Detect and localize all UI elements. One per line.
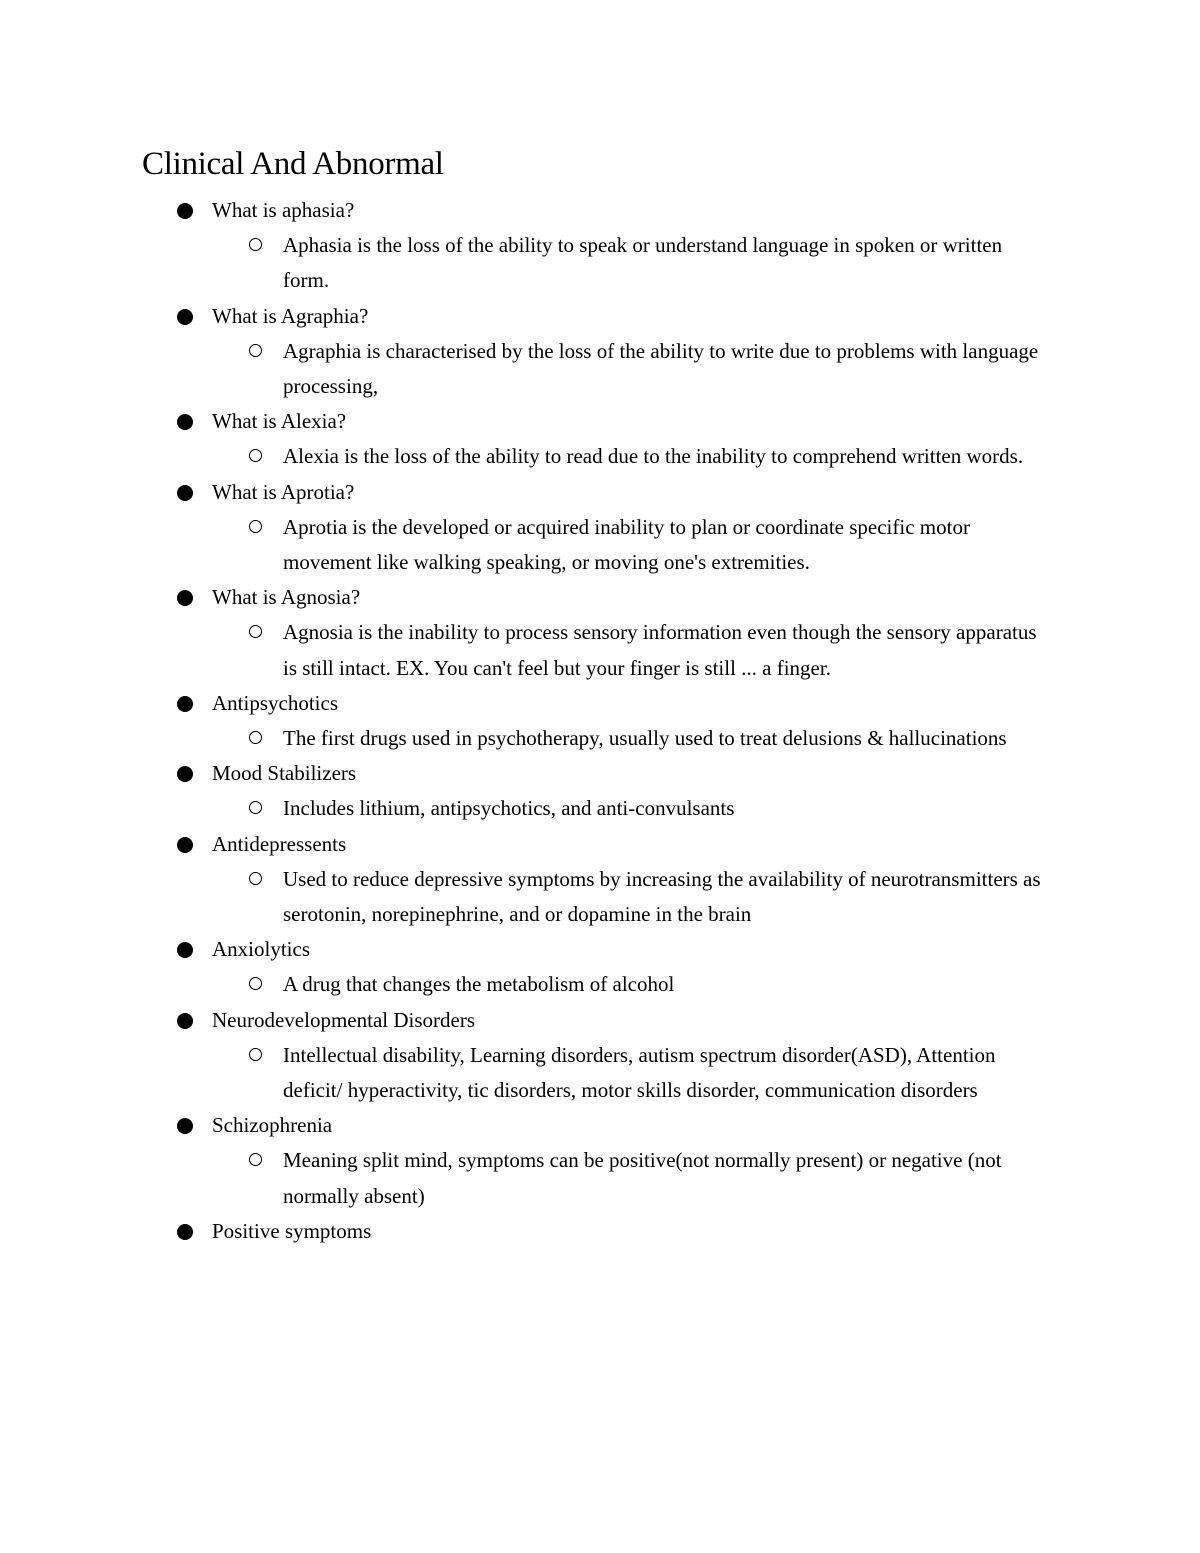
sub-list-item — [0, 791, 1048, 826]
hollow-bullet-icon — [249, 520, 262, 533]
list-item — [0, 932, 1052, 1002]
sub-list-item — [0, 967, 1048, 1002]
filled-bullet-icon — [177, 309, 193, 325]
hollow-bullet-icon — [249, 977, 262, 990]
filled-bullet-icon — [177, 696, 193, 712]
list-item — [0, 580, 1052, 686]
list-item — [0, 404, 1052, 474]
list-item — [0, 827, 1052, 933]
sub-list — [212, 439, 1052, 474]
filled-bullet-icon — [177, 837, 193, 853]
sub-list — [212, 721, 1052, 756]
filled-bullet-icon — [177, 590, 193, 606]
hollow-bullet-icon — [249, 449, 262, 462]
list-item — [0, 299, 1052, 405]
list-item-label: Neurodevelopmental Disorders — [212, 1007, 476, 1032]
hollow-bullet-icon — [249, 731, 262, 744]
sub-list-item — [0, 228, 1048, 298]
document-title: Clinical And Abnormal — [142, 146, 444, 182]
list-item-label: What is Alexia? — [212, 409, 347, 434]
sub-list-item-text: Used to reduce depressive symptoms by increasing the availability of neurotransmitters as serotonin, norepinephrine, and or dopamine in the brain — [283, 866, 1041, 927]
list-item-label: What is Agraphia? — [212, 303, 369, 328]
hollow-bullet-icon — [249, 801, 262, 814]
filled-bullet-icon — [177, 766, 193, 782]
sub-list-item — [0, 862, 1048, 932]
list-item-label: Antipsychotics — [212, 690, 338, 715]
sub-list-item — [0, 439, 1048, 474]
sub-list — [212, 967, 1052, 1002]
list-item — [0, 1003, 1052, 1109]
sub-list-item-text: Agraphia is characterised by the loss of the ability to write due to problems with language processing, — [283, 338, 1039, 399]
sub-list-item — [0, 615, 1048, 685]
sub-list-item — [0, 510, 1048, 580]
hollow-bullet-icon — [249, 344, 262, 357]
list-item-label: What is Aprotia? — [212, 479, 355, 504]
filled-bullet-icon — [177, 942, 193, 958]
sub-list — [212, 791, 1052, 826]
sub-list-item — [0, 334, 1048, 404]
list-item-label: Positive symptoms — [212, 1218, 372, 1243]
sub-list — [212, 510, 1052, 580]
filled-bullet-icon — [177, 203, 193, 219]
sub-list-item-text: Includes lithium, antipsychotics, and anti-convulsants — [283, 796, 735, 821]
list-item-label: Anxiolytics — [212, 937, 310, 962]
filled-bullet-icon — [177, 414, 193, 430]
sub-list-item — [0, 721, 1048, 756]
list-item — [0, 1214, 1052, 1249]
filled-bullet-icon — [177, 485, 193, 501]
sub-list — [212, 1038, 1052, 1108]
sub-list-item-text: A drug that changes the metabolism of alcohol — [283, 972, 675, 997]
sub-list — [212, 334, 1052, 404]
list-item — [0, 475, 1052, 581]
list-item — [0, 193, 1052, 299]
list-item-label: What is Agnosia? — [212, 585, 361, 610]
hollow-bullet-icon — [249, 1048, 262, 1061]
hollow-bullet-icon — [249, 872, 262, 885]
list-item-label: Antidepressents — [212, 831, 347, 856]
sub-list-item-text: Agnosia is the inability to process sensory information even though the sensory apparatus is still intact. EX. You can't feel but your finger is still ... a finger. — [283, 620, 1037, 680]
sub-list-item — [0, 1143, 1048, 1213]
sub-list-item-text: Aphasia is the loss of the ability to speak or understand language in spoken or written form. — [283, 233, 1003, 293]
hollow-bullet-icon — [249, 625, 262, 638]
hollow-bullet-icon — [249, 238, 262, 251]
list-item — [0, 686, 1052, 756]
list-item-label: Mood Stabilizers — [212, 761, 357, 786]
sub-list — [212, 862, 1052, 932]
sub-list-item-text: The first drugs used in psychotherapy, usually used to treat delusions & hallucinations — [283, 726, 1007, 751]
sub-list-item-text: Alexia is the loss of the ability to read due to the inability to comprehend written words. — [283, 444, 1024, 469]
sub-list-item-text: Aprotia is the developed or acquired inability to plan or coordinate specific motor movement like walking speaking, or moving one's extremities. — [283, 514, 970, 575]
filled-bullet-icon — [177, 1224, 193, 1240]
sub-list-item-text: Meaning split mind, symptoms can be positive(not normally present) or negative (not normally absent) — [283, 1148, 1002, 1208]
sub-list-item — [0, 1038, 1048, 1108]
sub-list — [212, 228, 1052, 298]
sub-list-item-text: Intellectual disability, Learning disorders, autism spectrum disorder(ASD), Attention deficit/ hyperactivity, tic disorders, motor skills disorder, communication disorders — [283, 1042, 996, 1103]
outline-list — [0, 193, 1052, 1249]
hollow-bullet-icon — [249, 1153, 262, 1166]
list-item-label: Schizophrenia — [212, 1113, 333, 1138]
list-item — [0, 756, 1052, 826]
sub-list — [212, 1143, 1052, 1213]
filled-bullet-icon — [177, 1013, 193, 1029]
list-item — [0, 1108, 1052, 1214]
list-item-label: What is aphasia? — [212, 198, 355, 222]
filled-bullet-icon — [177, 1118, 193, 1134]
sub-list — [212, 615, 1052, 685]
